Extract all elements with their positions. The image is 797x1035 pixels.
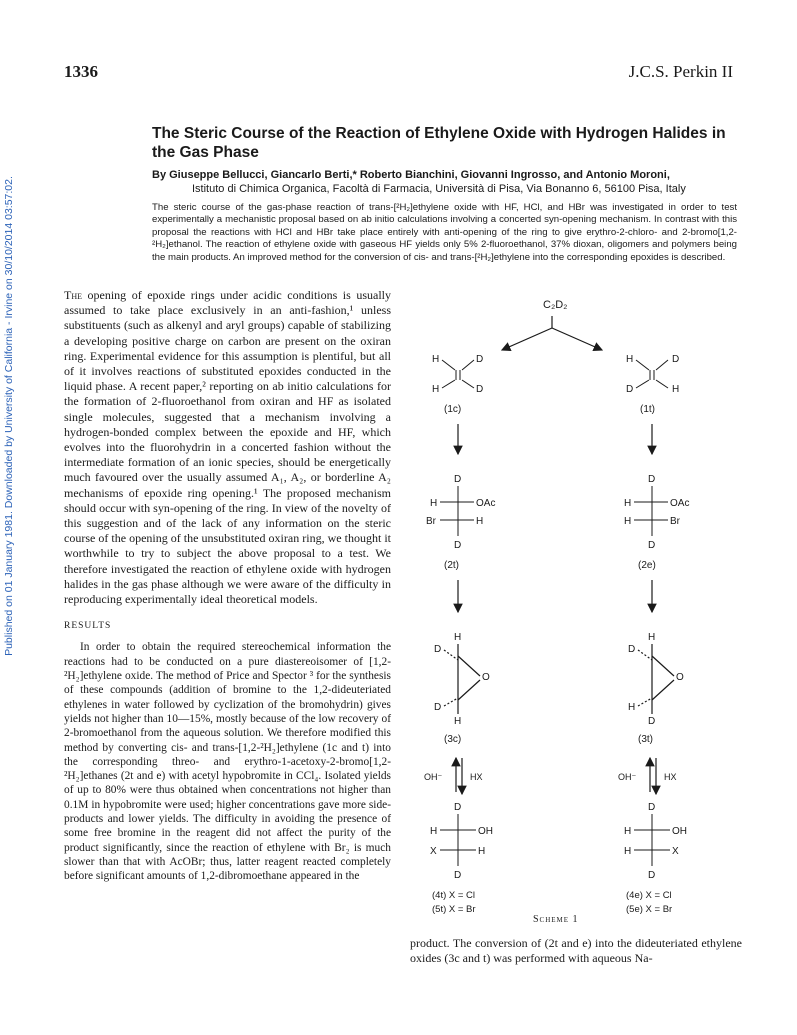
- svg-text:D: D: [626, 384, 634, 395]
- svg-text:D: D: [648, 870, 656, 881]
- label-2e: (2e): [638, 560, 656, 571]
- svg-text:D: D: [648, 474, 656, 485]
- svg-text:H: H: [478, 846, 486, 857]
- affiliation: Istituto di Chimica Organica, Facoltà di Farmacia, Università di Pisa, Via Bonanno 6, 56100 Pisa, Italy: [192, 183, 686, 195]
- svg-text:D: D: [628, 644, 636, 655]
- svg-text:H: H: [432, 384, 440, 395]
- svg-text:OH⁻: OH⁻: [618, 772, 637, 782]
- svg-text:H: H: [624, 498, 632, 509]
- svg-text:H: H: [454, 716, 462, 727]
- svg-text:O: O: [482, 672, 490, 683]
- svg-text:O: O: [676, 672, 684, 683]
- compound-4e-5e: [624, 802, 687, 915]
- compound-3c: [434, 632, 490, 745]
- svg-text:H: H: [624, 846, 632, 857]
- label-1t: (1t): [640, 404, 655, 415]
- svg-text:H: H: [672, 384, 680, 395]
- svg-text:OH: OH: [672, 826, 687, 837]
- label-2t: (2t): [444, 560, 459, 571]
- svg-text:OAc: OAc: [670, 498, 690, 509]
- compound-2t: [426, 474, 495, 571]
- svg-text:H: H: [626, 354, 634, 365]
- reaction-scheme: [410, 282, 740, 922]
- svg-text:D: D: [672, 354, 680, 365]
- svg-text:H: H: [454, 632, 462, 643]
- svg-text:D: D: [434, 702, 442, 713]
- svg-text:D: D: [454, 474, 462, 485]
- svg-text:D: D: [648, 802, 656, 813]
- intro-lead-word: The: [64, 288, 82, 302]
- label-3t: (3t): [638, 734, 653, 745]
- reactant-formula: C₂D₂: [543, 299, 568, 311]
- svg-text:D: D: [476, 354, 484, 365]
- svg-text:H: H: [430, 498, 438, 509]
- journal-name: J.C.S. Perkin II: [628, 62, 733, 81]
- svg-text:H: H: [430, 826, 438, 837]
- results-paragraph: In order to obtain the required stereochemical information the reactions had to be conducted on a pure diastereoisomer of [1,2-²H₂]ethylene oxide. The method of Price and Spector ³ for the synthesis of these compounds (addition of bromine to the 1,2-dideuteriated ethylenes in water followed by cyclization of the bromohydrin) gives yields not higher than 10—15%, mostly because of the low recovery of 2-bromoethanol from the aqueous solution. We therefore modified this method by converting cis- and trans-[1,2-²H₂]ethylene (1c and t) into the corresponding threo- and erythro-1-acetoxy-2-bromo[1,2-²H₂]ethanes (2t and e) with acetyl hypobromite in CCl₄. Isolated yields of up to 80% were thus obtained when concentrations not higher than 0.1M in hypobromite were used; higher concentrations gave more side-products and lower yields. The difficulty in avoiding the presence of some free bromine in the reagent did not affect the purity of the product significantly, since the reaction of ethylene with Br₂ is much slower than that with AcOBr; thus, latter reagent reacted completely before significant amounts of 1,2-dibromoethane appeared in the: [64, 641, 391, 883]
- page-number: 1336: [64, 62, 98, 81]
- arrows-row-1: [458, 424, 652, 454]
- arrows-row-2: [458, 580, 652, 612]
- compound-1c: [432, 354, 483, 415]
- side-note: [2, 176, 16, 656]
- svg-text:H: H: [624, 826, 632, 837]
- compound-2e: [624, 474, 689, 571]
- label-3c: (3c): [444, 734, 462, 745]
- label-5e: (5e) X = Br: [626, 904, 673, 915]
- svg-text:D: D: [454, 540, 462, 551]
- introduction-text: opening of epoxide rings under acidic conditions is usually assumed to take place exclusively in an anti-fashion,¹ unless substituents (such as alkenyl and aryl groups) capable of stabilizing a developing positive charge on carbon are present on the oxiran ring. Experimental evidence for this assumption is plentiful, but all of it involves reactions of substituted epoxides conducted in the liquid phase. A recent paper,² reporting on ab initio calculations for the formation of 2-fluoroethanol from oxiran and HF as isolated single molecules, suggested that a mechanism involving a hydrogen-bonded complex between the epoxide and HF, which evolves into the fluorohydrin in a concerted fashion without the intermediate formation of an ionic species, should be energetically much favoured over the usually assumed A₁, A₂, or borderline A₂ mechanisms of epoxide ring opening.¹ The proposed mechanism should occur with syn-opening of the ring. In view of the novelty of this suggestion and of the lack of any information on the steric course of the opening of the unsubstituted oxiran ring, we thought it worthwhile to try to subject the above proposal to a test. We therefore investigated the reaction of ethylene oxide with hydrogen halides in the gas phase although we were aware of the difficulty in reproducing experimentally ideal theoretical models.: [64, 288, 391, 607]
- author-names: By Giuseppe Bellucci, Giancarlo Berti,* Roberto Bianchini, Giovanni Ingrosso, and Antonio Moroni,: [152, 169, 670, 181]
- right-column-text: [410, 936, 742, 966]
- author-block: [152, 168, 752, 196]
- results-heading: RESULTS: [64, 621, 112, 632]
- scheme-caption: Scheme 1: [533, 914, 579, 925]
- svg-text:OAc: OAc: [476, 498, 496, 509]
- svg-text:H: H: [432, 354, 440, 365]
- abstract-text: The steric course of the gas-phase reaction of trans-[²H₂]ethylene oxide with HF, HCl, and HBr was investigated in order to test experimentally a mechanistic proposal based on ab initio calculations involving a concerted syn-opening mechanism. In contrast with this proposal the reactions with HCl and HBr take place entirely with anti-opening of the ring to give erythro-2-chloro- and 2-bromo[1,2-²H₂]ethanol. The reaction of ethylene oxide with gaseous HF yields only 5% 2-fluoroethanol, 37% dioxan, oligomers and polymers being the main products. An improved method for the conversion of cis- and trans-[²H₂]ethylene into the corresponding epoxides is described.: [152, 202, 737, 263]
- compound-1t: [626, 354, 679, 415]
- label-4t: (4t) X = Cl: [432, 890, 476, 901]
- label-4e: (4e) X = Cl: [626, 890, 672, 901]
- svg-text:D: D: [434, 644, 442, 655]
- svg-text:D: D: [476, 384, 484, 395]
- equilibrium-left: [424, 758, 483, 794]
- divergence-arrows: [502, 316, 602, 350]
- left-column: [64, 288, 391, 884]
- svg-text:Br: Br: [426, 516, 436, 527]
- article-title: The Steric Course of the Reaction of Ethylene Oxide with Hydrogen Halides in the Gas Phase: [152, 125, 726, 161]
- abstract: [152, 202, 737, 264]
- svg-text:Br: Br: [670, 516, 680, 527]
- equilibrium-right: [618, 758, 677, 794]
- label-1c: (1c): [444, 404, 462, 415]
- continuation-paragraph: product. The conversion of (2t and e) into the dideuteriated ethylene oxides (3c and t) was performed with aqueous Na-: [410, 936, 742, 966]
- svg-text:D: D: [454, 870, 462, 881]
- introduction-paragraph: [64, 288, 391, 607]
- svg-text:OH⁻: OH⁻: [424, 772, 443, 782]
- svg-text:D: D: [648, 716, 656, 727]
- svg-text:D: D: [648, 540, 656, 551]
- compound-3t: [628, 632, 684, 745]
- label-5t: (5t) X = Br: [432, 904, 476, 915]
- svg-text:HX: HX: [470, 772, 483, 782]
- svg-text:X: X: [672, 846, 679, 857]
- compound-4t-5t: [430, 802, 493, 915]
- svg-text:HX: HX: [664, 772, 677, 782]
- svg-text:D: D: [454, 802, 462, 813]
- svg-text:H: H: [624, 516, 632, 527]
- svg-text:OH: OH: [478, 826, 493, 837]
- svg-text:H: H: [476, 516, 484, 527]
- svg-text:H: H: [628, 702, 636, 713]
- download-notice: Published on 01 January 1981. Downloaded by University of California - Irvine on 30/10/2014 03:57:02.: [3, 176, 15, 656]
- svg-text:H: H: [648, 632, 656, 643]
- svg-text:X: X: [430, 846, 437, 857]
